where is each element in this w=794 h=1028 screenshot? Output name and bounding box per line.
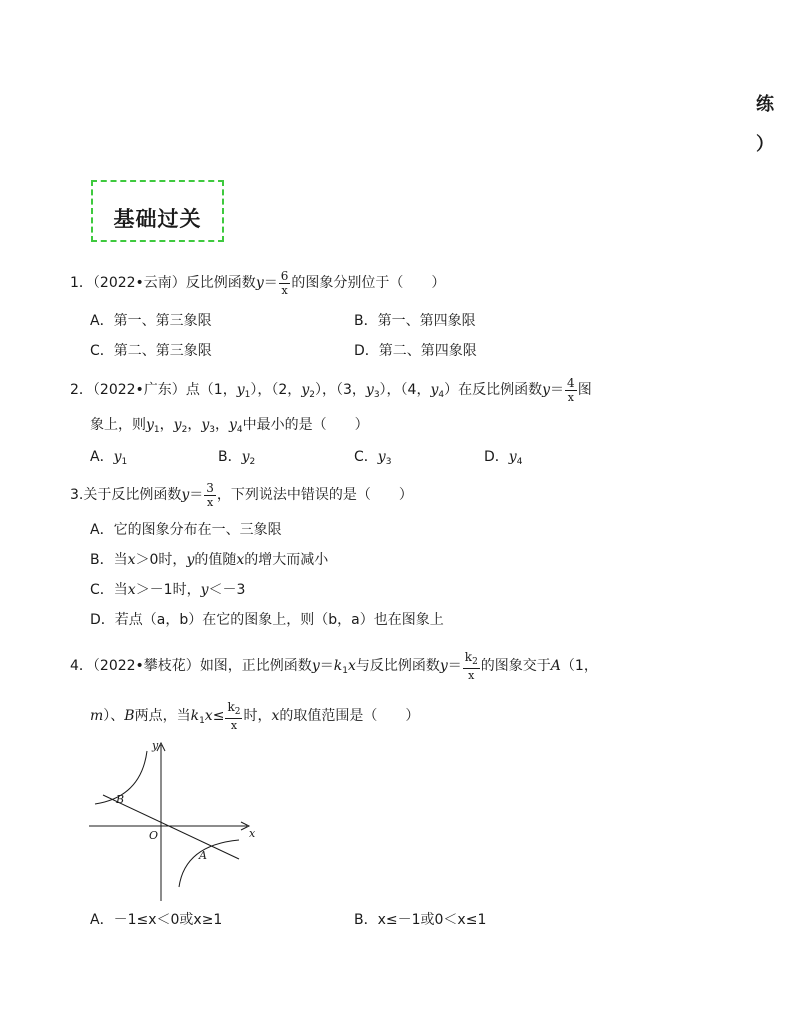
q3-option-c	[90, 583, 245, 597]
q4-text-3: 的图象交于	[480, 658, 551, 674]
q2-sub: 1	[244, 390, 251, 400]
q1-text-after: 的图象分别位于（ ）	[291, 275, 446, 291]
q4-line2-text: 时，	[243, 708, 272, 724]
q4-option-b: B．x≤－1或0＜x≤1	[354, 912, 487, 928]
q2-sub: 2	[181, 425, 188, 435]
q2-line2-text-b: 中最小的是（ ）	[242, 417, 369, 433]
q1-text-before: 反比例函数	[185, 275, 256, 291]
q4-var-y: y	[439, 658, 448, 674]
q2-sep: ，	[159, 417, 174, 433]
q4-le: ≤	[212, 708, 225, 724]
q2-var-y: y	[173, 417, 182, 433]
graph-label-y: y	[152, 739, 159, 752]
q2-option-a	[90, 450, 127, 467]
q2-var-y: y	[228, 417, 237, 433]
q1-number: 1．	[70, 275, 93, 291]
q2-var-y: y	[430, 382, 439, 398]
q2-opt-label: B．	[218, 449, 242, 465]
q4-line-2	[90, 701, 419, 731]
q4-frac-num: k	[464, 650, 473, 664]
q4-var-x: x	[347, 658, 356, 674]
q4-number: 4．	[70, 658, 93, 674]
q2-opt-label: D．	[484, 449, 509, 465]
q2-var-y: y	[146, 417, 154, 433]
q2-sub: 3	[385, 457, 392, 467]
q2-var-y: y	[236, 382, 245, 398]
q3-var-y: y	[200, 582, 209, 598]
q2-line2-text: 象上，则	[90, 417, 146, 433]
q2-sub: 1	[121, 457, 128, 467]
q3-var-x: x	[127, 552, 136, 568]
q2-sub: 4	[236, 425, 243, 435]
q2-sub: 1	[153, 425, 160, 435]
q2-var-y: y	[377, 449, 386, 465]
q4-sub: 1	[342, 666, 348, 676]
q2-line-2	[90, 418, 369, 435]
q2-text-2: ），（2，	[250, 382, 302, 398]
q3-optc-text: ＞－1时，	[135, 582, 201, 598]
q2-sep: ，	[187, 417, 202, 433]
q4-line2-text: ）、	[103, 708, 125, 724]
q4-frac-num-sub: 2	[472, 657, 478, 667]
section-title-box	[91, 180, 224, 242]
q2-fraction	[565, 377, 577, 403]
q1-option-d: D．第二、第四象限	[354, 343, 477, 359]
q4-var-x: x	[204, 708, 213, 724]
graph-label-origin: O	[149, 829, 159, 842]
q1-source: （2022•云南）	[92, 275, 186, 291]
q2-opt-label: C．	[354, 449, 378, 465]
q4-option-a: A．－1≤x＜0或x≥1	[90, 912, 223, 928]
q4-sub: 1	[199, 716, 205, 726]
q4-point-a: A	[550, 658, 561, 674]
q2-text-1: 点（1，	[185, 382, 237, 398]
q3-option-b	[90, 553, 328, 567]
q3-equals: ＝	[189, 487, 204, 503]
q1-var-y: y	[255, 275, 264, 291]
q2-var-y: y	[365, 382, 374, 398]
q4-var-k: k	[333, 658, 343, 674]
q2-var-y: y	[508, 449, 517, 465]
q4-var-x: x	[271, 708, 280, 724]
q2-var-y: y	[113, 449, 122, 465]
q2-var-y: y	[241, 449, 250, 465]
section-title: 基础过关	[113, 207, 202, 231]
q2-sub: 4	[516, 457, 523, 467]
q2-opt-label: A．	[90, 449, 114, 465]
q4-text-2: 与反比例函数	[355, 658, 440, 674]
q2-var-y: y	[201, 417, 210, 433]
q2-option-c	[354, 450, 391, 467]
q2-text-4: ），（4，	[379, 382, 431, 398]
q4-var-m: m	[90, 708, 104, 724]
hyperbola-branch-lower	[179, 840, 239, 887]
q2-sub: 2	[309, 390, 315, 400]
q3-text-before: 关于反比例函数	[83, 487, 182, 503]
q2-var-y: y	[542, 382, 551, 398]
q3-var-x: x	[236, 552, 245, 568]
graph-label-x: x	[249, 827, 256, 840]
q4-graph	[85, 733, 265, 905]
q2-text-3: ），（3，	[314, 382, 366, 398]
q3-var-x: x	[127, 582, 136, 598]
q4-source: （2022•攀枝花）	[92, 658, 200, 674]
q2-option-d	[484, 450, 522, 467]
q2-sub: 3	[373, 390, 380, 400]
q2-number: 2．	[70, 382, 93, 398]
question-3	[70, 482, 413, 508]
q4-equals: ＝	[319, 658, 334, 674]
q4-frac-den: x	[468, 669, 475, 682]
q1-option-c: C．第二、第三象限	[90, 343, 212, 359]
q4-fraction	[463, 651, 480, 681]
q3-number: 3.	[70, 487, 84, 503]
question-1	[70, 270, 445, 296]
corner-char-1: 练	[756, 94, 774, 115]
q4-text-1: 如图，正比例函数	[199, 658, 312, 674]
q4-point-b: B	[124, 708, 135, 724]
q3-option-d: D．若点（a，b）在它的图象上，则（b，a）也在图象上	[90, 612, 444, 628]
q4-equals: ＝	[447, 658, 462, 674]
q3-optc-text: ＜－3	[208, 582, 246, 598]
graph-label-a: A	[199, 849, 207, 862]
q2-equals: ＝	[550, 382, 565, 398]
q1-option-b: B．第一、第四象限	[354, 313, 476, 329]
q1-option-a: A．第一、第三象限	[90, 313, 212, 329]
q3-optb-text: ＞0时，	[135, 552, 187, 568]
q2-frac-num: 4	[567, 376, 575, 390]
q3-frac-num: 3	[206, 481, 214, 495]
q3-optb-text: 的增大而减小	[244, 552, 329, 568]
q3-optb-text: B．当	[90, 552, 128, 568]
q2-text-5: ）在反比例函数	[444, 382, 543, 398]
q1-frac-num: 6	[280, 269, 289, 283]
q3-text-after: ，下列说法中错误的是（ ）	[216, 487, 413, 503]
q2-sub: 2	[249, 457, 256, 467]
q4-frac-den: x	[230, 719, 238, 732]
q3-optb-text: 的值随	[194, 552, 237, 568]
q4-text-4: （1，	[560, 658, 598, 674]
q3-var-y: y	[181, 487, 190, 503]
q2-var-y: y	[301, 382, 310, 398]
q2-sep: ，	[214, 417, 229, 433]
q2-frac-den: x	[567, 391, 574, 404]
q2-sub: 3	[209, 425, 215, 435]
q3-var-y: y	[186, 552, 195, 568]
q2-sub: 4	[438, 390, 445, 400]
q4-var-k: k	[190, 708, 200, 724]
q2-source: （2022•广东）	[92, 382, 186, 398]
question-2	[70, 377, 592, 403]
corner-char-2: ）	[756, 134, 774, 155]
q1-equals: ＝	[263, 275, 278, 291]
question-4	[70, 651, 598, 681]
q4-frac-num-sub: 2	[234, 707, 241, 717]
q1-frac-den: x	[281, 284, 288, 297]
graph-label-b: B	[116, 793, 125, 806]
q2-text-6: 图	[577, 382, 592, 398]
q4-fraction-2	[225, 701, 242, 731]
q4-var-y: y	[311, 658, 320, 674]
q3-optc-text: C．当	[90, 582, 128, 598]
q3-fraction	[204, 482, 216, 508]
q2-option-b	[218, 450, 255, 467]
q4-line2-text: 的取值范围是（ ）	[279, 708, 420, 724]
q1-fraction	[279, 270, 291, 296]
q4-line2-text: 两点，当	[134, 708, 191, 724]
q3-option-a: A．它的图象分布在一、三象限	[90, 522, 282, 538]
q3-frac-den: x	[206, 496, 214, 509]
q4-frac-num: k	[227, 700, 235, 714]
